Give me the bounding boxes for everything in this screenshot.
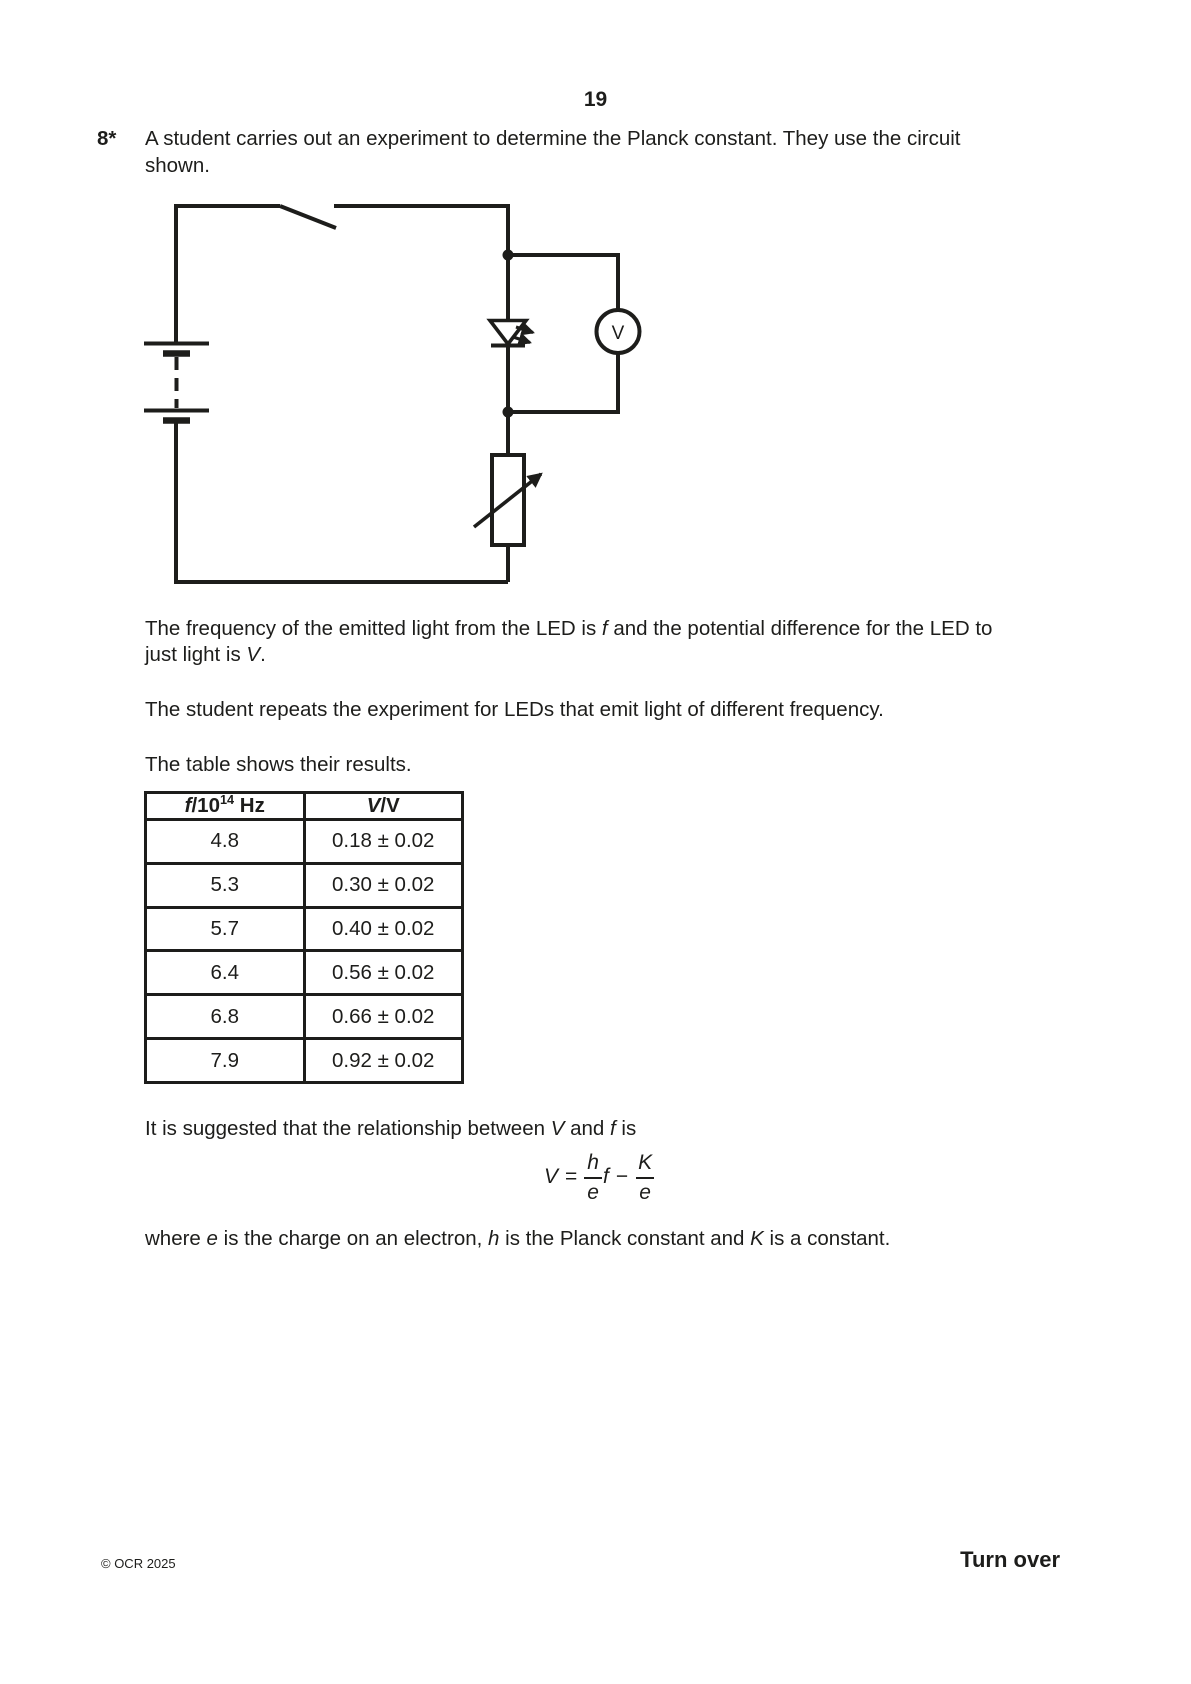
table-cell: 0.30 ± 0.02 [304,863,463,907]
text-run: and [564,1117,611,1140]
page-number: 19 [583,88,608,111]
table-cell: 6.4 [146,951,305,995]
wire-voltmeter-bottom [508,353,618,412]
eq-var-V: V [544,1165,559,1188]
eq-var-e: e [584,1177,602,1203]
table-cell: 0.66 ± 0.02 [304,995,463,1039]
eq-var-K: K [638,1150,653,1174]
header-voltage [304,793,463,820]
paragraph-repeat: The student repeats the experiment for LEDs that emit light of different frequency. [145,698,884,721]
paragraph-frequency [145,616,1030,668]
junction-dot-bottom [503,407,514,418]
turn-over-label: Turn over [960,1547,1060,1572]
table-row [146,820,463,864]
table-row [146,863,463,907]
var-V: V [246,643,261,666]
equals-sign: = [565,1165,578,1188]
text-run: just light is [145,643,247,666]
wire-voltmeter-top [508,255,618,310]
table-cell: 5.7 [146,907,305,951]
table-cell: 6.8 [146,995,305,1039]
intro-line-2: shown. [145,154,210,177]
var-f: f [601,617,608,640]
intro-line-1: A student carries out an experiment to determine the Planck constant. They use the circuit [145,127,961,150]
results-table [144,791,464,1084]
var-h: h [488,1227,500,1250]
question-number: 8* [97,127,117,150]
wire-bottom [176,422,508,582]
table-cell: 7.9 [146,1039,305,1083]
paragraph-suggest [145,1116,1030,1142]
var-K: K [750,1227,764,1250]
wire-top-left [176,206,280,344]
text-run: The frequency of the emitted light from the LED is [145,617,602,640]
table-header-row [146,793,463,820]
battery-symbol [144,344,209,421]
unit-hz: Hz [234,794,265,817]
paragraph-frequency-line2 [145,642,1030,668]
text-run: /V [380,794,400,817]
paragraph-table-intro: The table shows their results. [145,753,412,776]
table-cell: 0.92 ± 0.02 [304,1039,463,1083]
table-cell: 4.8 [146,820,305,864]
table-row [146,1039,463,1083]
variable-resistor-symbol [474,455,541,545]
table-row [146,951,463,995]
eq-var-f: f [602,1165,609,1188]
var-f: f [184,794,192,817]
table-cell: 0.18 ± 0.02 [304,820,463,864]
led-light-arrow-2 [513,337,530,343]
minus-sign: − [615,1165,629,1188]
var-f: f [610,1117,616,1140]
led-symbol [490,321,533,346]
wire-top-right [334,206,508,255]
text-run: It is suggested that the relationship between [145,1117,551,1140]
table-cell: 0.56 ± 0.02 [304,951,463,995]
table-cell: 0.40 ± 0.02 [304,907,463,951]
text-run: is the Planck constant and [499,1227,751,1250]
eq-var-e: e [636,1177,654,1203]
text-run: is a constant. [763,1227,891,1250]
table-row [146,907,463,951]
switch-symbol [280,206,336,228]
paragraph-frequency-line1 [145,616,1030,642]
text-run: /10 [191,794,220,817]
voltmeter-label: V [611,323,625,344]
text-run: is the charge on an electron, [217,1227,489,1250]
var-V: V [550,1117,565,1140]
text-run: . [260,643,266,666]
paragraph-where [145,1226,1030,1252]
junction-dot-top [503,250,514,261]
eq-var-h: h [587,1150,599,1174]
voltmeter-symbol [508,255,640,412]
table-row [146,995,463,1039]
var-V: V [366,794,381,817]
header-frequency [146,793,305,820]
text-run: is [615,1117,637,1140]
fraction-h-over-e [584,1152,602,1203]
text-run: where [145,1227,207,1250]
fraction-K-over-e [635,1152,655,1203]
var-e: e [206,1227,218,1250]
copyright-notice: © OCR 2025 [101,1556,176,1571]
equation [544,1150,655,1204]
text-run: and the potential difference for the LED to [607,617,993,640]
exponent: 14 [219,792,235,808]
table-cell: 5.3 [146,863,305,907]
